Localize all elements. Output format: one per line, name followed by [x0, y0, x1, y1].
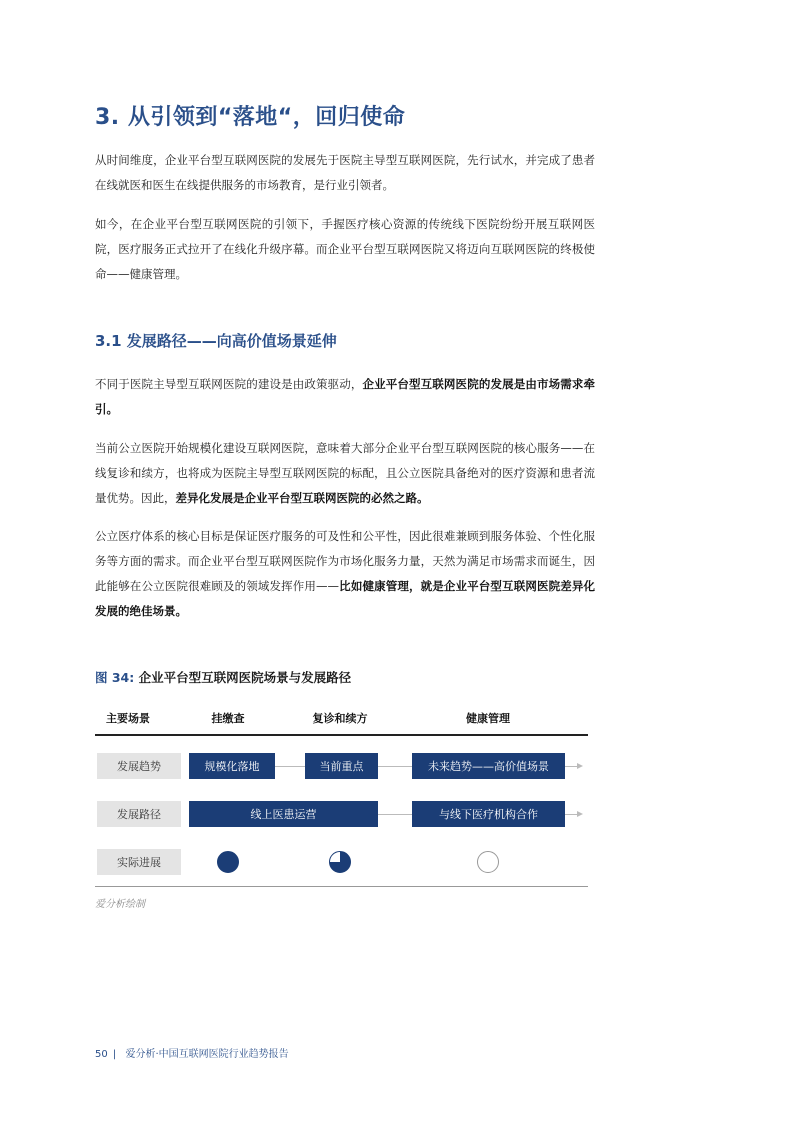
paragraph-emphasis: 企业平台型互联网医院的发展是由市场需求牵引。 [95, 377, 596, 416]
header-divider [95, 734, 588, 736]
paragraph-text: 不同于医院主导型互联网医院的建设是由政策驱动， [95, 377, 363, 391]
page-footer [95, 1045, 289, 1060]
intro-paragraph-1: 从时间维度，企业平台型互联网医院的发展先于医院主导型互联网医院，先行试水，并完成了患者在线就医和医生在线提供服务的市场教育，是行业引领者。 [95, 153, 595, 192]
subsection-heading: 3.1 发展路径——向高价值场景延伸 [95, 332, 337, 350]
progress-indicator-scene-3 [477, 851, 499, 873]
row-label-path: 发展路径 [97, 801, 181, 827]
path-stage-2: 与线下医疗机构合作 [412, 801, 565, 827]
scenario-path-diagram [95, 700, 590, 890]
figure-bottom-rule [95, 886, 588, 887]
progress-indicator-scene-2 [329, 851, 351, 873]
figure-caption: 企业平台型互联网医院场景与发展路径 [138, 670, 352, 685]
connector-line [565, 814, 577, 815]
body-paragraph-1 [95, 372, 595, 422]
paragraph-text: 公立医疗体系的核心目标是保证医疗服务的可及性和公平性，因此很难兼顾到服务体验、个性化服务等方面的需求。而企业平台型互联网医院作为市场化服务力量，天然为满足市场需求而诞生，因此能够在公立医院很难顾及的领域发挥作用—— [95, 529, 595, 593]
header-scene-1: 挂缴查 [211, 712, 245, 725]
intro-paragraph-2: 如今，在企业平台型互联网医院的引领下，手握医疗核心资源的传统线下医院纷纷开展互联网医院，医疗服务正式拉开了在线化升级序幕。而企业平台型互联网医院又将迈向互联网医院的终极使命——健康管理。 [95, 217, 595, 281]
row-label-trend: 发展趋势 [97, 753, 181, 779]
connector-line [275, 766, 305, 767]
connector-line [565, 766, 577, 767]
figure-title [95, 668, 351, 686]
figure-number: 图 34: [95, 670, 135, 685]
progress-indicator-scene-1 [217, 851, 239, 873]
paragraph-emphasis: 差异化发展是企业平台型互联网医院的必然之路。 [175, 491, 429, 505]
row-label-progress: 实际进展 [97, 849, 181, 875]
connector-line [378, 766, 412, 767]
footer-separator: | [112, 1049, 117, 1060]
header-scene-3: 健康管理 [466, 712, 510, 725]
footer-report-title: 爱分析·中国互联网医院行业趋势报告 [125, 1049, 289, 1060]
paragraph-emphasis: 比如健康管理，就是企业平台型互联网医院差异化发展的绝佳场景。 [95, 579, 595, 618]
trend-stage-3: 未来趋势——高价值场景 [412, 753, 565, 779]
section-heading: 3. 从引领到“落地“，回归使命 [95, 105, 406, 130]
header-main-scenes: 主要场景 [106, 712, 150, 725]
path-stage-1: 线上医患运营 [189, 801, 378, 827]
body-paragraph-2 [95, 436, 595, 511]
connector-line [378, 814, 412, 815]
figure-source: 爱分析绘制 [95, 899, 145, 910]
arrowhead [577, 763, 583, 769]
header-scene-2: 复诊和续方 [312, 712, 368, 725]
body-paragraph-3 [95, 524, 595, 624]
trend-stage-2: 当前重点 [305, 753, 378, 779]
paragraph-text: 当前公立医院开始规模化建设互联网医院，意味着大部分企业平台型互联网医院的核心服务——在线复诊和续方，也将成为医院主导型互联网医院的标配，且公立医院具备绝对的医疗资源和患者流量优势。因此， [95, 441, 595, 505]
arrowhead [577, 811, 583, 817]
page-number: 50 [95, 1049, 108, 1060]
trend-stage-1: 规模化落地 [189, 753, 275, 779]
